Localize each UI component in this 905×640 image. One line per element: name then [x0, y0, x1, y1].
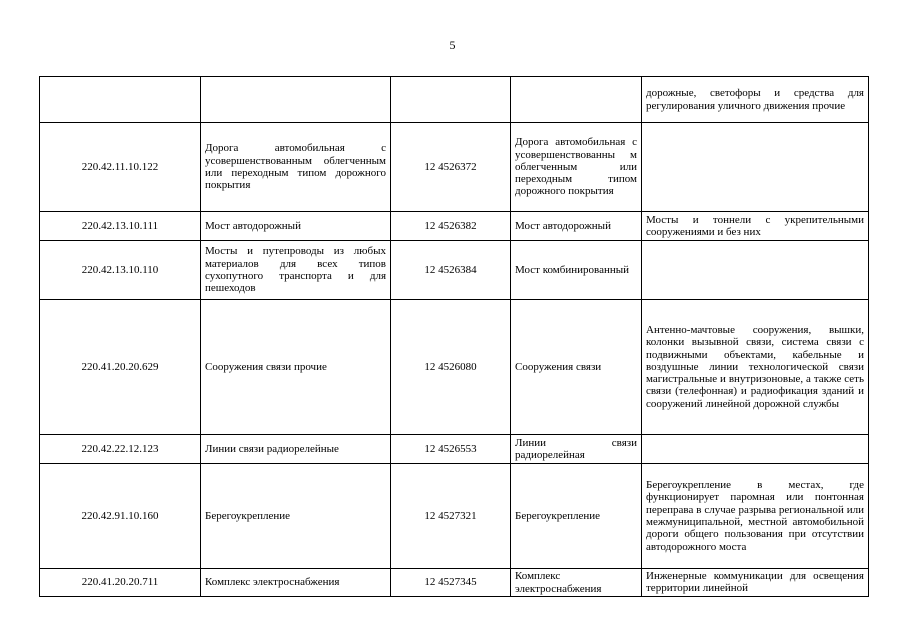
name-cell: Берегоукрепление	[201, 464, 391, 569]
okof-cell: 12 4526372	[391, 123, 511, 212]
okof-cell: 12 4526080	[391, 300, 511, 435]
page-number: 5	[449, 38, 456, 52]
name-cell: Комплекс электроснабжения	[201, 569, 391, 597]
name-cell: Сооружения связи прочие	[201, 300, 391, 435]
table-row	[40, 241, 869, 300]
okof-cell: 12 4527345	[391, 569, 511, 597]
group-cell: Комплекс электроснабжения	[511, 569, 642, 597]
group-cell: Мост комбинированный	[511, 241, 642, 300]
group-cell: Дорога автомобильная с усовершенствованны м облегченным или переходным типом дорожного покрытия	[511, 123, 642, 212]
note-cell: Берегоукрепление в местах, где функционирует паромная или понтонная переправа в случае разрыва региональной или межмуниципальной, местной автомобильной дороги общего пользования при отсутствии автодорожного моста	[642, 464, 869, 569]
group-cell: Мост автодорожный	[511, 212, 642, 241]
okof-cell: 12 4526382	[391, 212, 511, 241]
note-cell: дорожные, светофоры и средства для регулирования уличного движения прочие	[642, 77, 869, 123]
okof-cell: 12 4526384	[391, 241, 511, 300]
name-cell: Мост автодорожный	[201, 212, 391, 241]
group-cell: Берегоукрепление	[511, 464, 642, 569]
table-row	[40, 212, 869, 241]
name-cell: Линии связи радиорелейные	[201, 435, 391, 464]
table-row	[40, 435, 869, 464]
note-cell	[642, 435, 869, 464]
name-cell	[201, 77, 391, 123]
group-cell	[511, 77, 642, 123]
okof-cell: 12 4526553	[391, 435, 511, 464]
note-cell: Инженерные коммуникации для освещения территории линейной	[642, 569, 869, 597]
table-row	[40, 300, 869, 435]
code-cell: 220.42.11.10.122	[40, 123, 201, 212]
table-row	[40, 569, 869, 597]
okof-cell: 12 4527321	[391, 464, 511, 569]
okof-cell	[391, 77, 511, 123]
code-cell: 220.42.13.10.111	[40, 212, 201, 241]
classification-table	[39, 76, 869, 597]
group-cell: Сооружения связи	[511, 300, 642, 435]
table-row	[40, 123, 869, 212]
table-row	[40, 464, 869, 569]
name-cell: Дорога автомобильная с усовершенствованным облегченным или переходным типом дорожного покрытия	[201, 123, 391, 212]
note-cell	[642, 241, 869, 300]
code-cell: 220.42.91.10.160	[40, 464, 201, 569]
code-cell: 220.42.13.10.110	[40, 241, 201, 300]
code-cell	[40, 77, 201, 123]
code-cell: 220.42.22.12.123	[40, 435, 201, 464]
code-cell: 220.41.20.20.711	[40, 569, 201, 597]
table-row	[40, 77, 869, 123]
note-cell: Антенно-мачтовые сооружения, вышки, колонки вызывной связи, система связи с подвижными объектами, кабельные и воздушные линии технологической связи магистральные и внутризоновые, а также сеть связи (телефонная) и радиофикация зданий и сооружений линейной дорожной службы	[642, 300, 869, 435]
note-cell	[642, 123, 869, 212]
group-cell: Линии связи радиорелейная	[511, 435, 642, 464]
note-cell: Мосты и тоннели с укрепительными сооружениями и без них	[642, 212, 869, 241]
name-cell: Мосты и путепроводы из любых материалов для всех типов сухопутного транспорта и для пешеходов	[201, 241, 391, 300]
code-cell: 220.41.20.20.629	[40, 300, 201, 435]
